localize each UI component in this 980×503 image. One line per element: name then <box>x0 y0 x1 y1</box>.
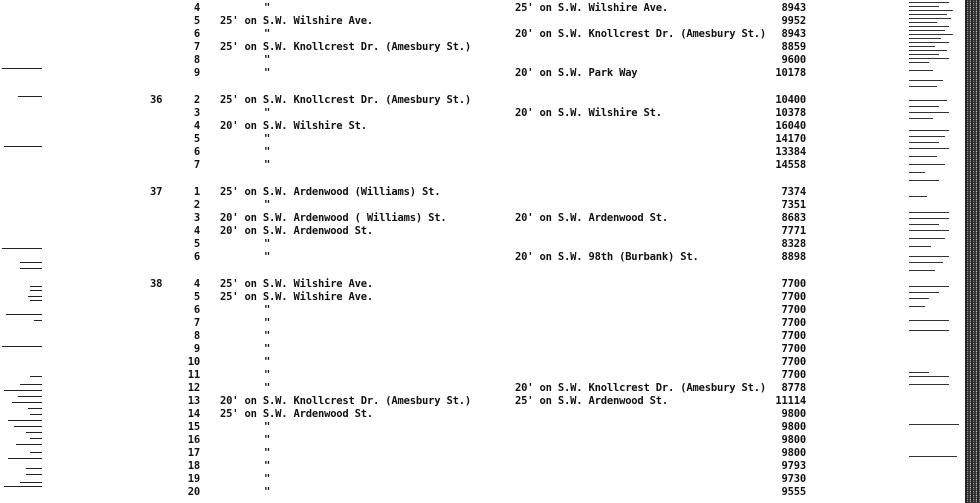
ditto-mark: " <box>264 304 271 316</box>
scan-noise-mark <box>909 10 953 11</box>
scan-noise-mark <box>909 118 933 119</box>
lot-number: 5 <box>193 291 200 303</box>
scan-noise-mark <box>909 376 949 377</box>
ledger-row <box>0 395 806 408</box>
ditto-mark: " <box>264 486 271 498</box>
lot-number: 11 <box>187 369 200 381</box>
scan-noise-mark <box>909 26 949 27</box>
frontage-secondary: 20' on S.W. Knollcrest Dr. (Amesbury St.) <box>515 382 766 394</box>
ledger-row <box>0 369 806 382</box>
frontage-secondary: 20' on S.W. Ardenwood St. <box>515 212 669 224</box>
lot-number: 14 <box>187 408 200 420</box>
scan-noise-mark <box>909 148 949 149</box>
scan-noise-mark <box>909 224 939 225</box>
ditto-mark: " <box>264 434 271 446</box>
block-number: 37 <box>150 186 163 198</box>
assessed-value: 9730 <box>781 473 806 485</box>
assessed-value: 7771 <box>781 225 806 237</box>
scan-noise-mark <box>909 330 949 331</box>
lot-number: 3 <box>193 212 200 224</box>
scan-noise-mark <box>909 136 945 137</box>
assessed-value: 8943 <box>781 2 806 14</box>
lot-number: 7 <box>193 317 200 329</box>
assessed-value: 8683 <box>781 212 806 224</box>
lot-number: 5 <box>193 133 200 145</box>
scan-noise-mark <box>909 172 925 173</box>
ledger-row <box>0 251 806 264</box>
ditto-mark: " <box>264 369 271 381</box>
scan-noise-mark <box>909 218 949 219</box>
frontage-secondary: 20' on S.W. 98th (Burbank) St. <box>515 251 699 263</box>
ditto-mark: " <box>264 67 271 79</box>
ledger-row <box>0 199 806 212</box>
assessed-value: 7351 <box>781 199 806 211</box>
lot-number: 9 <box>193 67 200 79</box>
ledger-row <box>0 330 806 343</box>
lot-number: 6 <box>193 304 200 316</box>
assessed-value: 7700 <box>781 304 806 316</box>
scan-noise-mark <box>909 262 943 263</box>
ditto-mark: " <box>264 133 271 145</box>
scan-noise-mark <box>909 50 947 51</box>
scan-noise-mark <box>909 306 925 307</box>
assessed-value: 10400 <box>775 94 806 106</box>
ditto-mark: " <box>264 2 271 14</box>
assessed-value: 7700 <box>781 356 806 368</box>
scan-noise-mark <box>909 106 939 107</box>
scan-noise-mark <box>909 230 949 231</box>
scan-noise-mark <box>909 22 937 23</box>
scan-noise-mark <box>909 212 949 213</box>
assessed-value: 8778 <box>781 382 806 394</box>
scan-noise-mark <box>909 54 939 55</box>
assessed-value: 10178 <box>775 67 806 79</box>
ledger-row <box>0 67 806 80</box>
assessed-value: 9800 <box>781 447 806 459</box>
frontage-secondary: 20' on S.W. Wilshire St. <box>515 107 662 119</box>
ledger-row <box>0 15 806 28</box>
block-number: 38 <box>150 278 163 290</box>
ledger-row <box>0 54 806 67</box>
ditto-mark: " <box>264 54 271 66</box>
ledger-row <box>0 41 806 54</box>
scan-noise-mark <box>909 2 949 3</box>
ledger-row <box>0 447 806 460</box>
ditto-mark: " <box>264 159 271 171</box>
assessed-value: 7700 <box>781 343 806 355</box>
ledger-row <box>0 94 806 107</box>
assessed-value: 9555 <box>781 486 806 498</box>
lot-number: 4 <box>193 225 200 237</box>
lot-number: 8 <box>193 330 200 342</box>
scan-noise-mark <box>909 38 941 39</box>
scan-noise-mark <box>909 112 949 113</box>
frontage-primary: 25' on S.W. Knollcrest Dr. (Amesbury St.) <box>220 41 471 53</box>
ledger-row <box>0 146 806 159</box>
ditto-mark: " <box>264 28 271 40</box>
lot-number: 20 <box>187 486 200 498</box>
lot-number: 5 <box>193 238 200 250</box>
ditto-mark: " <box>264 382 271 394</box>
ditto-mark: " <box>264 317 271 329</box>
ledger-row <box>0 356 806 369</box>
ditto-mark: " <box>264 343 271 355</box>
lot-number: 6 <box>193 251 200 263</box>
ledger-row <box>0 317 806 330</box>
assessed-value: 14170 <box>775 133 806 145</box>
assessed-value: 7374 <box>781 186 806 198</box>
scan-noise-mark <box>909 6 939 7</box>
scan-line <box>20 268 42 269</box>
ledger-row <box>0 434 806 447</box>
assessed-value: 8859 <box>781 41 806 53</box>
ledger-row <box>0 304 806 317</box>
ledger-row <box>0 225 806 238</box>
scan-noise-mark <box>909 46 935 47</box>
ditto-mark: " <box>264 199 271 211</box>
scan-noise-mark <box>909 80 943 81</box>
ledger-row <box>0 421 806 434</box>
scan-edge-strip <box>965 0 980 503</box>
assessed-value: 16040 <box>775 120 806 132</box>
frontage-primary: 25' on S.W. Wilshire Ave. <box>220 278 374 290</box>
assessed-value: 9800 <box>781 434 806 446</box>
assessed-value: 8943 <box>781 28 806 40</box>
scan-noise-mark <box>909 100 947 101</box>
scan-noise-mark <box>909 424 959 425</box>
ditto-mark: " <box>264 251 271 263</box>
assessed-value: 9600 <box>781 54 806 66</box>
scan-noise-mark <box>909 86 937 87</box>
scan-noise-mark <box>909 238 945 239</box>
ditto-mark: " <box>264 460 271 472</box>
scan-noise-mark <box>909 58 949 59</box>
frontage-primary: 25' on S.W. Knollcrest Dr. (Amesbury St.) <box>220 94 471 106</box>
scan-noise-mark <box>909 62 929 63</box>
frontage-primary: 20' on S.W. Ardenwood ( Williams) St. <box>220 212 447 224</box>
ledger-row <box>0 486 806 499</box>
ledger-row <box>0 238 806 251</box>
ledger-row <box>0 460 806 473</box>
assessed-value: 9800 <box>781 408 806 420</box>
assessed-value: 7700 <box>781 278 806 290</box>
assessed-value: 9800 <box>781 421 806 433</box>
scan-noise-mark <box>909 34 953 35</box>
lot-number: 8 <box>193 54 200 66</box>
lot-number: 6 <box>193 28 200 40</box>
ledger-row <box>0 159 806 172</box>
ledger-row <box>0 473 806 486</box>
ditto-mark: " <box>264 107 271 119</box>
ledger-row <box>0 408 806 421</box>
right-margin-scan-artifact <box>905 0 980 503</box>
scan-noise-mark <box>909 42 949 43</box>
assessed-value: 14558 <box>775 159 806 171</box>
lot-number: 9 <box>193 343 200 355</box>
frontage-primary: 20' on S.W. Ardenwood St. <box>220 225 374 237</box>
scan-noise-mark <box>909 456 957 457</box>
scan-noise-mark <box>909 246 931 247</box>
assessed-value: 10378 <box>775 107 806 119</box>
frontage-secondary: 20' on S.W. Knollcrest Dr. (Amesbury St.) <box>515 28 766 40</box>
scan-noise-mark <box>909 256 949 257</box>
scan-noise-mark <box>909 142 939 143</box>
frontage-secondary: 20' on S.W. Park Way <box>515 67 638 79</box>
scan-noise-mark <box>909 164 945 165</box>
scan-noise-mark <box>909 320 949 321</box>
block-number: 36 <box>150 94 163 106</box>
lot-number: 15 <box>187 421 200 433</box>
assessed-value: 8328 <box>781 238 806 250</box>
scan-noise-mark <box>909 156 937 157</box>
lot-number: 4 <box>193 278 200 290</box>
ledger-row <box>0 28 806 41</box>
ledger-row <box>0 107 806 120</box>
ledger-row <box>0 343 806 356</box>
scan-noise-mark <box>909 372 929 373</box>
scan-noise-mark <box>909 180 939 181</box>
ledger-row <box>0 278 806 291</box>
lot-number: 19 <box>187 473 200 485</box>
assessed-value: 8898 <box>781 251 806 263</box>
assessed-value: 7700 <box>781 330 806 342</box>
scan-noise-mark <box>909 286 949 287</box>
frontage-primary: 20' on S.W. Knollcrest Dr. (Amesbury St.) <box>220 395 471 407</box>
ditto-mark: " <box>264 447 271 459</box>
scan-noise-mark <box>909 384 949 385</box>
ditto-mark: " <box>264 473 271 485</box>
scan-noise-mark <box>909 292 939 293</box>
assessed-value: 7700 <box>781 317 806 329</box>
lot-number: 3 <box>193 107 200 119</box>
assessed-value: 9952 <box>781 15 806 27</box>
assessed-value: 9793 <box>781 460 806 472</box>
assessed-value: 13384 <box>775 146 806 158</box>
lot-number: 6 <box>193 146 200 158</box>
lot-number: 2 <box>193 94 200 106</box>
ledger-row <box>0 212 806 225</box>
frontage-secondary: 25' on S.W. Wilshire Ave. <box>515 2 669 14</box>
scan-noise-mark <box>909 298 929 299</box>
lot-number: 18 <box>187 460 200 472</box>
frontage-primary: 25' on S.W. Wilshire Ave. <box>220 291 374 303</box>
assessed-value: 7700 <box>781 291 806 303</box>
lot-number: 17 <box>187 447 200 459</box>
lot-number: 4 <box>193 2 200 14</box>
ledger-row <box>0 382 806 395</box>
lot-number: 7 <box>193 41 200 53</box>
scan-noise-mark <box>909 270 935 271</box>
frontage-primary: 25' on S.W. Ardenwood St. <box>220 408 374 420</box>
frontage-primary: 20' on S.W. Wilshire St. <box>220 120 367 132</box>
lot-number: 7 <box>193 159 200 171</box>
scan-noise-mark <box>909 18 951 19</box>
assessed-value: 7700 <box>781 369 806 381</box>
lot-number: 4 <box>193 120 200 132</box>
scan-noise-mark <box>909 70 933 71</box>
ledger-row <box>0 120 806 133</box>
assessed-value: 11114 <box>775 395 806 407</box>
frontage-primary: 25' on S.W. Wilshire Ave. <box>220 15 374 27</box>
lot-number: 13 <box>187 395 200 407</box>
ditto-mark: " <box>264 421 271 433</box>
lot-number: 12 <box>187 382 200 394</box>
scan-noise-mark <box>909 14 947 15</box>
ditto-mark: " <box>264 146 271 158</box>
ledger-row <box>0 133 806 146</box>
lot-number: 5 <box>193 15 200 27</box>
lot-number: 16 <box>187 434 200 446</box>
scan-noise-mark <box>909 196 927 197</box>
scan-noise-mark <box>909 30 945 31</box>
lot-number: 1 <box>193 186 200 198</box>
lot-number: 10 <box>187 356 200 368</box>
ledger-row <box>0 291 806 304</box>
scan-noise-mark <box>909 130 949 131</box>
ledger-row <box>0 186 806 199</box>
frontage-secondary: 25' on S.W. Ardenwood St. <box>515 395 669 407</box>
lot-number: 2 <box>193 199 200 211</box>
frontage-primary: 25' on S.W. Ardenwood (Williams) St. <box>220 186 441 198</box>
ditto-mark: " <box>264 356 271 368</box>
ditto-mark: " <box>264 238 271 250</box>
ledger-row <box>0 2 806 15</box>
ditto-mark: " <box>264 330 271 342</box>
